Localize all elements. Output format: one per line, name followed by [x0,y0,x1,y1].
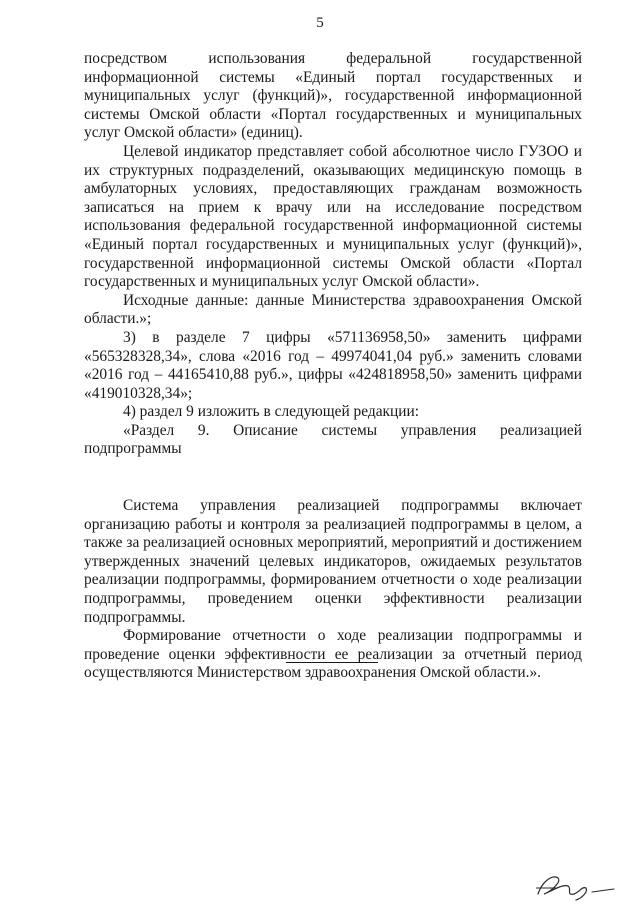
paragraph-item-3: 3) в разделе 7 цифры «571136958,50» заменить цифрами «565328328,34», слова «2016 год – 49974041,04 руб.» заменить словами «2016 год – 44165410,88 руб.», цифры «424818958,50» заменить цифрами «419010328,34»; [84,328,582,402]
handwritten-signature [528,868,618,902]
paragraph-reporting: Формирование отчетности о ходе реализации подпрограммы и проведение оценки эффективности ее реализации за отчетный период осуществляются Министерством здравоохранения Омской области.». [84,627,582,682]
paragraph-source-data: Исходные данные: данные Министерства здравоохранения Омской области.»; [84,291,582,328]
paragraph-continuation: посредством использования федеральной государственной информационной системы «Единый портал государственных и муниципальных услуг (функций)», государственной информационной системы Омской области «Портал государственных и муниципальных услуг Омской области» (единиц). [84,50,582,142]
end-divider-line [286,662,378,663]
section-9-heading: «Раздел 9. Описание системы управления реализацией подпрограммы [84,421,582,458]
paragraph-management-system: Система управления реализацией подпрограммы включает организацию работы и контроля за реализацией подпрограммы в целом, а также за реализацией основных мероприятий, мероприятий и достижением утвержденных значений целевых индикаторов, ожидаемых результатов реализации подпрограммы, формированием отчетности о ходе реализации подпрограммы, проведением оценки эффективности реализации подпрограммы. [84,497,582,626]
spacer [84,459,582,497]
document-body [84,50,582,683]
paragraph-target-indicator: Целевой индикатор представляет собой абсолютное число ГУЗОО и их структурных подразделений, оказывающих медицинскую помощь в амбулаторных условиях, предоставляющих гражданам возможность записаться на прием к врачу или на исследование посредством использования федеральной государственной информационной системы «Единый портал государственных и муниципальных услуг (функций)», государственной информационной системы Омской области «Портал государственных и муниципальных услуг Омской области». [84,142,582,291]
page-number: 5 [316,15,324,31]
paragraph-item-4: 4) раздел 9 изложить в следующей редакции: [123,403,419,421]
